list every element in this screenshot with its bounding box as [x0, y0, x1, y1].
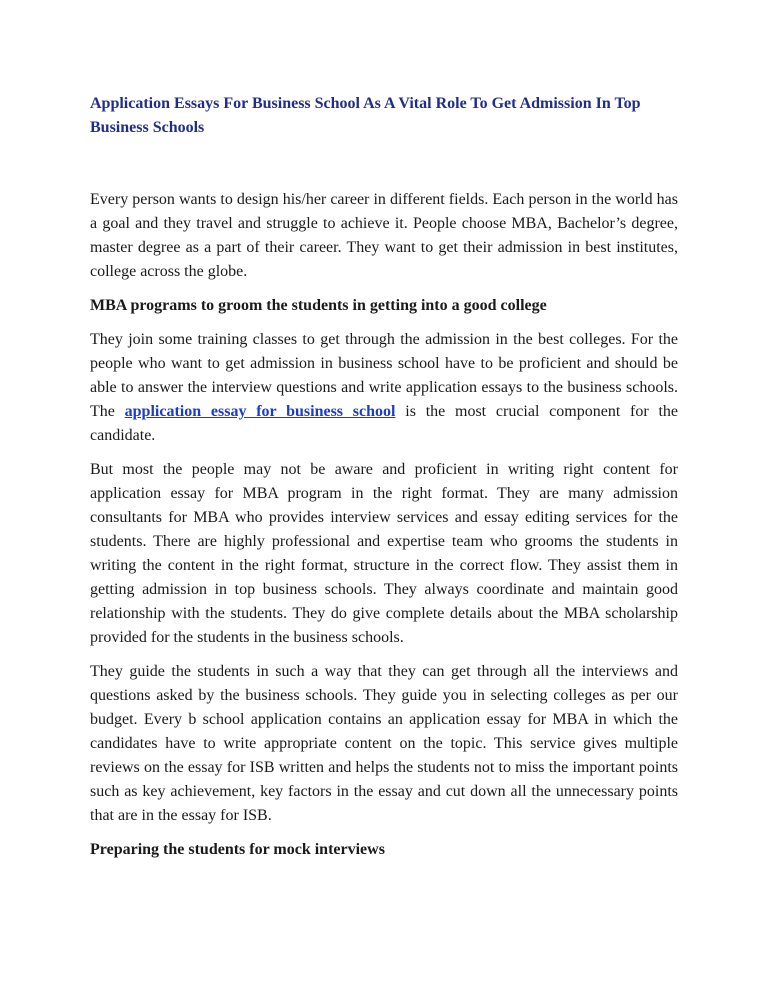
- document-title: Application Essays For Business School As A Vital Role To Get Admission In Top Business Schools: [90, 95, 641, 136]
- paragraph-text-before-link: They join some training classes to get through the admission in the best colleges. For the people who want to get admission in business school have to be proficient and should be able to answer the interview questions and write application essays to the business schools. The: [90, 331, 678, 420]
- intro-paragraph: Every person wants to design his/her career in different fields. Each person in the world has a goal and they travel and struggle to achieve it. People choose MBA, Bachelor’s degree, master degree as a part of their career. They want to get their admission in best institutes, college across the globe.: [90, 191, 678, 280]
- paragraph-admission-consultants: But most the people may not be aware and proficient in writing right content for application essay for MBA program in the right format. They are many admission consultants for MBA who provides interview services and essay editing services for the students. There are highly professional and expertise team who grooms the students in writing the content in the right format, structure in the correct flow. They assist them in getting admission in top business schools. They always coordinate and maintain good relationship with the students. They do give complete details about the MBA scholarship provided for the students in the business schools.: [90, 461, 678, 646]
- paragraph-training-classes: [90, 328, 678, 448]
- section-heading-mba-programs: MBA programs to groom the students in getting into a good college: [90, 297, 547, 314]
- document-page: [90, 92, 678, 862]
- section-heading-mock-interviews: Preparing the students for mock interviews: [90, 841, 385, 858]
- paragraph-text-after-link: is the most crucial component for the candidate.: [90, 403, 679, 444]
- application-essay-link[interactable]: application essay for business school: [124, 403, 396, 420]
- paragraph-guidance: They guide the students in such a way that they can get through all the interviews and questions asked by the business schools. They guide you in selecting colleges as per our budget. Every b school application contains an application essay for MBA in which the candidates have to write appropriate content on the topic. This service gives multiple reviews on the essay for ISB written and helps the students not to miss the important points such as key achievement, key factors in the essay and cut down all the unnecessary points that are in the essay for ISB.: [90, 663, 678, 824]
